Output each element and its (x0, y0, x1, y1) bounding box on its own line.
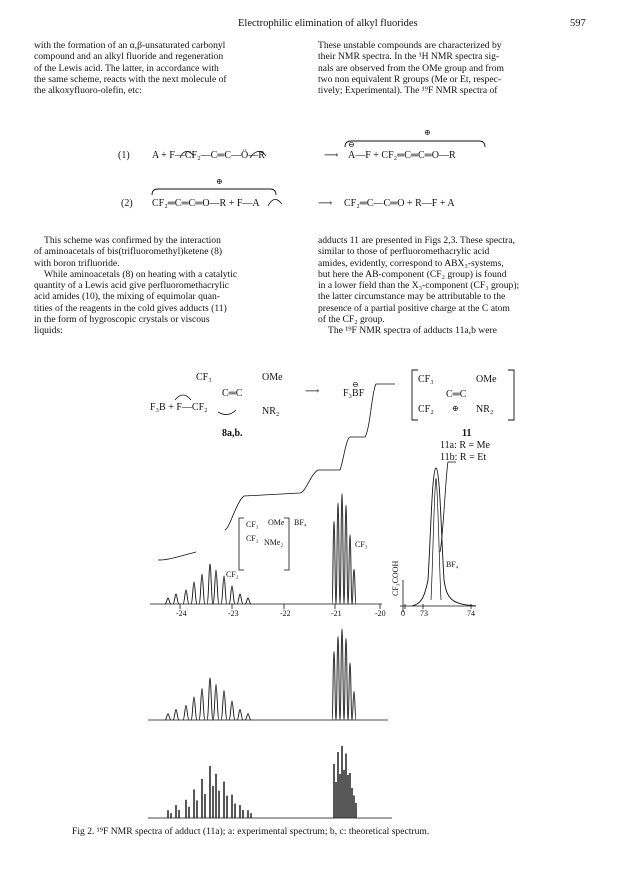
integration-curve (225, 384, 395, 530)
text-line: This scheme was confirmed by the interaction (44, 235, 221, 246)
text-line: their NMR spectra. In the ¹H NMR spectra sig- (318, 51, 500, 63)
product-cc: C═C (446, 389, 467, 400)
tick-label: -20 (375, 609, 386, 618)
cf3-multiplet-peak (340, 629, 344, 720)
cf2-multiplet-peak (207, 678, 213, 720)
cf2-multiplet-peak (229, 586, 235, 604)
cf2-multiplet-peak (229, 701, 235, 720)
cf2-multiplet-peak (199, 574, 205, 604)
cf3-peak-label: CF₃ (355, 540, 368, 549)
scheme-charge-plus: ⊕ (216, 177, 223, 186)
cf2-multiplet-peak (183, 705, 189, 720)
text-line: acid amides (10), the mixing of equimolar quan- (34, 291, 220, 303)
cf3-multiplet-peak (336, 503, 340, 604)
product-variant-a: 11a: R = Me (440, 440, 490, 451)
cf3-multiplet-peak (348, 663, 352, 720)
cf2-multiplet-peak (165, 714, 171, 720)
scheme-eq2-right: CF₂═C—C═O + R—F + A (344, 198, 455, 209)
integration-curve (158, 552, 196, 560)
tick-label: 74 (467, 609, 475, 618)
figure-caption: Fig 2. ¹⁹F NMR spectra of adduct (11a); a: experimental spectrum; b, c: theoretical spectrum. (72, 826, 430, 837)
text-line: tities of the reagents in the cold gives adducts (11) (34, 302, 227, 314)
cf2-multiplet-peak (183, 590, 189, 604)
reactant-f3b: F₃B + F—CF₂ (150, 402, 208, 413)
product-charge-plus: ⊕ (452, 404, 459, 413)
cf2-multiplet-peak (221, 691, 227, 720)
text-line: similar to those of perfluoromethacrylic acid (318, 246, 490, 258)
product-variant-b: 11b: R = Et (440, 452, 487, 463)
text-line: of the CF₂ group. (318, 314, 385, 326)
reactant-compound-number: 8a,b. (222, 428, 243, 439)
cf3-multiplet-peak (336, 636, 340, 720)
text-line: amides, evidently, correspond to ABX₃-systems, (318, 257, 504, 269)
text-line: liquids: (34, 325, 63, 337)
cf2-multiplet-peak (237, 594, 243, 604)
cf2-multiplet-peak (191, 582, 197, 604)
text-line: While aminoacetals (8) on heating with a catalytic (44, 268, 238, 280)
text-line: The ¹⁹F NMR spectra of adducts 11a,b were (328, 325, 497, 337)
text-line: with boron trifluoride. (34, 257, 120, 269)
reactant-ome: OMe (262, 372, 283, 383)
product-ome: OMe (476, 374, 497, 385)
text-line: presence of a partial positive charge at the C atom (318, 302, 510, 314)
tick-label: -22 (280, 609, 291, 618)
inset-ome: OMe (268, 518, 285, 527)
cf2-multiplet-peak (173, 710, 179, 721)
cf2-multiplet-peak (237, 710, 243, 721)
cf2-multiplet-peak (213, 684, 219, 720)
text-line: the alkoxyfluoro-olefin, etc: (34, 85, 142, 97)
cf2-multiplet-peak (199, 689, 205, 721)
product-cf2: CF₂ (418, 404, 434, 415)
cf3-multiplet-peak (340, 494, 344, 604)
inset-cf3: CF₃ (246, 520, 259, 529)
text-line: quantity of a Lewis acid give perfluoromethacrylic (34, 280, 229, 292)
text-line: nals are observed from the OMe group and from (318, 62, 504, 74)
tick-label: -24 (176, 609, 187, 618)
text-line: adducts 11 are presented in Figs 2,3. These spectra, (318, 235, 515, 246)
page-number: 597 (570, 18, 586, 29)
text-line: of the Lewis acid. The latter, in accordance with (34, 62, 219, 74)
text-line: tively; Experimental). The ¹⁹F NMR spectra of (318, 85, 498, 97)
scheme-eq1-right: A—F + CF₂═C═C═O—R (348, 150, 456, 161)
product-nr2: NR₂ (476, 404, 494, 415)
cf2-multiplet-peak (213, 570, 219, 604)
scheme-charge-minus: ⊖ (348, 140, 355, 149)
cf2-multiplet-peak (191, 697, 197, 720)
text-line: These unstable compounds are characterized by (318, 40, 502, 51)
cf3cooh-reference-label: CF₃COOH (391, 560, 400, 596)
inset-cf2: CF₂ (246, 534, 259, 543)
cf2-peak-label: CF₂ (226, 570, 239, 579)
scheme-arrow: ⟶ (318, 198, 333, 209)
reaction-arrow: ⟶ (305, 386, 320, 397)
reactant-cf3: CF₃ (196, 372, 212, 383)
text-line: the same scheme, reacts with the next molecule of (34, 73, 227, 85)
charge-minus: ⊖ (352, 380, 359, 389)
text-line: but here the AB-component (CF₂ group) is found (318, 268, 507, 280)
cf2-multiplet-peak (165, 598, 171, 604)
scheme-eq1-label: (1) (118, 150, 130, 161)
cf2-multiplet-peak (173, 594, 179, 604)
text-line: two non equivalent R groups (Me or Et, respec- (318, 73, 502, 85)
tick-label: 73 (420, 609, 428, 618)
product-cf3: CF₃ (418, 374, 434, 385)
text-line: in the form of hygroscopic crystals or viscous (34, 314, 210, 326)
cf2-multiplet-peak (207, 564, 213, 604)
reactant-nr2: NR₂ (262, 406, 280, 417)
running-header-title: Electrophilic elimination of alkyl fluorides (238, 18, 418, 29)
text-line: of aminoacetals of bis(trifluoromethyl)ketene (8) (34, 246, 223, 258)
cf3-multiplet-peak (332, 652, 336, 720)
cf3-multiplet-peak (348, 535, 352, 604)
text-line: the latter circumstance may be attributable to the (318, 291, 506, 303)
tick-label: -21 (331, 609, 342, 618)
text-line: compound and an alkyl fluoride and regeneration (34, 51, 224, 63)
scheme-eq1-left: A + F—CF₂—C═C—Ö—R (152, 150, 265, 161)
cf3-multiplet-peak (332, 521, 336, 604)
product-compound-number: 11 (462, 428, 472, 439)
cf3-multiplet-peak (344, 505, 348, 604)
cf2-multiplet-peak (245, 598, 251, 604)
cf3-multiplet-peak (352, 570, 356, 605)
tick-label: -23 (228, 609, 239, 618)
cf3-multiplet-peak (344, 638, 348, 720)
inset-nme2: NMe₂ (264, 538, 284, 547)
tick-label: 0 (401, 609, 405, 618)
scheme-eq2-left: CF₂═C═C═O—R + F—A (152, 198, 260, 209)
cf2-multiplet-peak (221, 576, 227, 604)
scheme-eq2-label: (2) (121, 198, 133, 209)
product-bf4: F₃BF (343, 388, 365, 399)
cf3-multiplet-peak (352, 692, 356, 721)
integration-curve (440, 462, 456, 552)
bf4-peak (412, 468, 476, 606)
scheme-arrow: ⟶ (324, 150, 339, 161)
bf4-peak-label: BF₄ (446, 560, 459, 569)
text-line: in a lower field than the X₃-component (CF₃ group); (318, 280, 520, 292)
inset-bf4: BF₄ (294, 518, 307, 527)
scheme-charge-plus: ⊕ (424, 128, 431, 137)
cf2-multiplet-peak (245, 714, 251, 720)
reactant-cc: C═C (222, 388, 243, 399)
text-line: with the formation of an α,β-unsaturated carbonyl (34, 40, 226, 51)
